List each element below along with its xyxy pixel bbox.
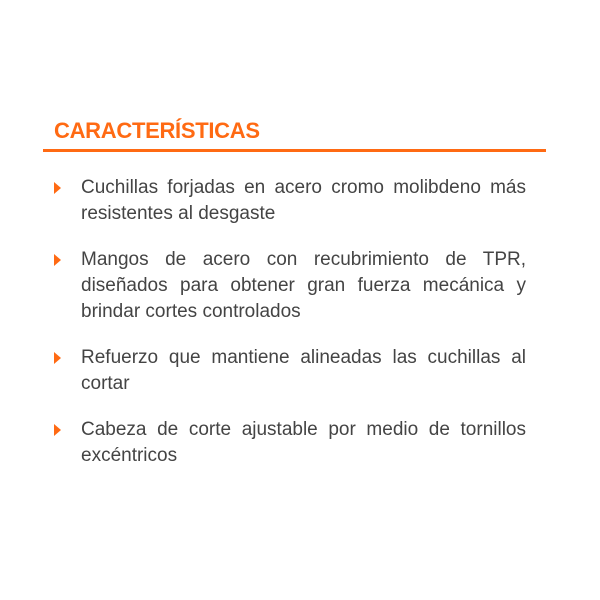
triangle-right-icon bbox=[54, 424, 61, 436]
list-item-text: Cabeza de corte ajustable por medio de tornillos excéntricos bbox=[81, 419, 526, 466]
list-item bbox=[54, 417, 526, 469]
triangle-right-icon bbox=[54, 352, 61, 364]
list-item bbox=[54, 247, 526, 325]
section-title: CARACTERÍSTICAS bbox=[54, 118, 260, 143]
list-item bbox=[54, 175, 526, 227]
list-item-text: Mangos de acero con recubrimiento de TPR, diseñados para obtener gran fuerza mecánica y brindar cortes controlados bbox=[81, 249, 526, 322]
title-divider bbox=[43, 149, 546, 152]
triangle-right-icon bbox=[54, 254, 61, 266]
list-item-text: Cuchillas forjadas en acero cromo molibdeno más resistentes al desgaste bbox=[81, 177, 526, 224]
triangle-right-icon bbox=[54, 182, 61, 194]
list-item bbox=[54, 345, 526, 397]
list-item-text: Refuerzo que mantiene alineadas las cuchillas al cortar bbox=[81, 347, 526, 394]
